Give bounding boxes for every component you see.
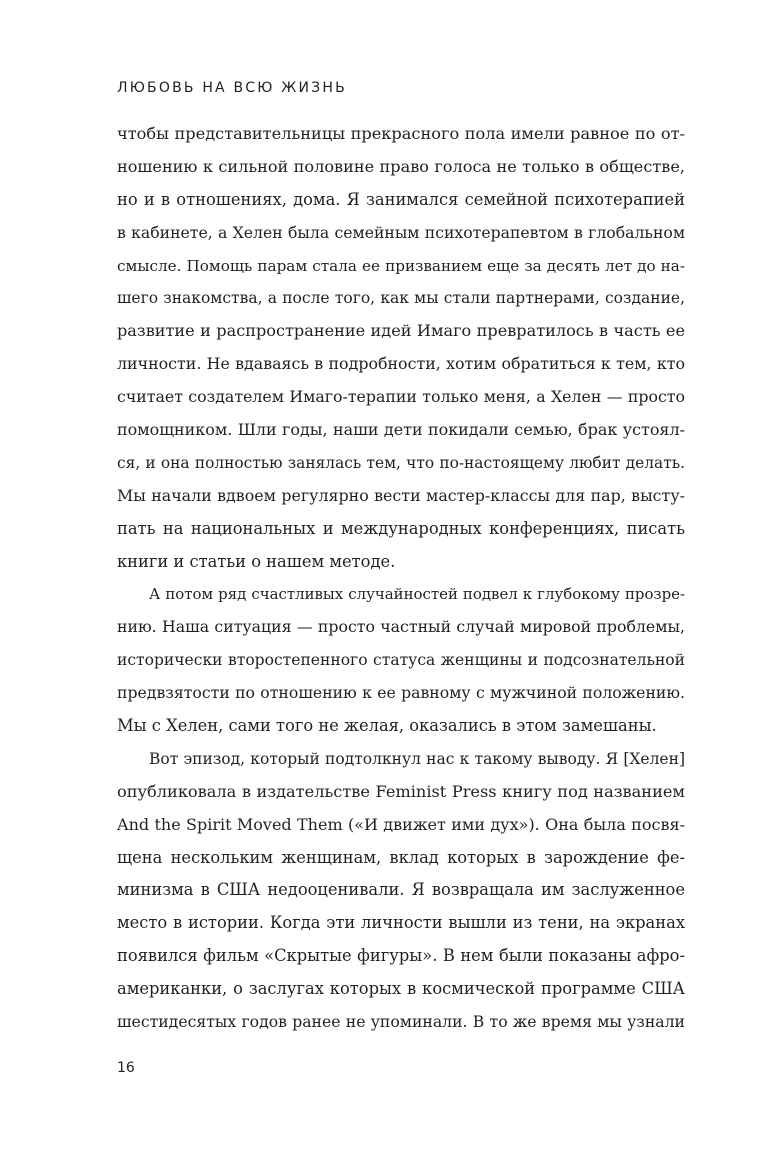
text-line: минизма в США недооценивали. Я возвращала им заслуженное [117,880,685,900]
text-line: шестидесятых годов ранее не упоминали. В то же время мы узнали [117,1012,685,1032]
text-line: появился фильм «Скрытые фигуры». В нем были показаны афро- [117,946,685,966]
text-line: развитие и распространение идей Имаго превратилось в часть ее [117,321,685,341]
text-line: исторически второстепенного статуса женщины и подсознательной [117,651,685,670]
text-line: место в истории. Когда эти личности вышли из тени, на экранах [117,913,685,933]
text-line: личности. Не вдаваясь в подробности, хотим обратиться к тем, кто [117,354,685,374]
text-line: предвзятости по отношению к ее равному с мужчиной положению. [117,683,685,703]
paragraph-first-line: А потом ряд счастливых случайностей подвел к глубокому прозре- [149,585,685,604]
page-number: 16 [117,1060,135,1076]
text-line: но и в отношениях, дома. Я занимался семейной психотерапией [117,189,685,209]
text-line: смысле. Помощь парам стала ее призванием еще за десять лет до на- [117,256,685,275]
text-line: считает создателем Имаго-терапии только меня, а Хелен — просто [117,387,685,407]
running-head: ЛЮБОВЬ НА ВСЮ ЖИЗНЬ [117,80,347,96]
paragraph-first-line: Вот эпизод, который подтолкнул нас к такому выводу. Я [Хелен] [149,749,685,768]
text-line: ся, и она полностью занялась тем, что по-настоящему любит делать. [117,453,685,472]
text-line: чтобы представительницы прекрасного пола имели равное по от- [117,124,685,143]
text-line: щена нескольким женщинам, вклад которых в зарождение фе- [117,847,685,867]
text-line: в кабинете, а Хелен была семейным психотерапевтом в глобальном [117,222,685,242]
text-line: книги и статьи о нашем методе. [117,551,396,571]
text-line: пать на национальных и международных конференциях, писать [117,518,685,538]
text-line: нию. Наша ситуация — просто частный случай мировой проблемы, [117,617,685,637]
text-line: американки, о заслугах которых в космической программе США [117,979,685,999]
text-line: шего знакомства, а после того, как мы стали партнерами, создание, [117,289,685,308]
text-line: опубликовала в издательстве Feminist Press книгу под названием [117,781,685,801]
text-line: помощником. Шли годы, наши дети покидали семью, брак устоял- [117,420,685,440]
text-line: Мы с Хелен, сами того не желая, оказались в этом замешаны. [117,716,657,736]
text-line: Мы начали вдвоем регулярно вести мастер-классы для пар, высту- [117,485,685,505]
body-text [117,118,685,1039]
text-line: ношению к сильной половине право голоса не только в обществе, [117,156,685,176]
text-line: And the Spirit Moved Them («И движет ими дух»). Она была посвя- [117,814,685,834]
